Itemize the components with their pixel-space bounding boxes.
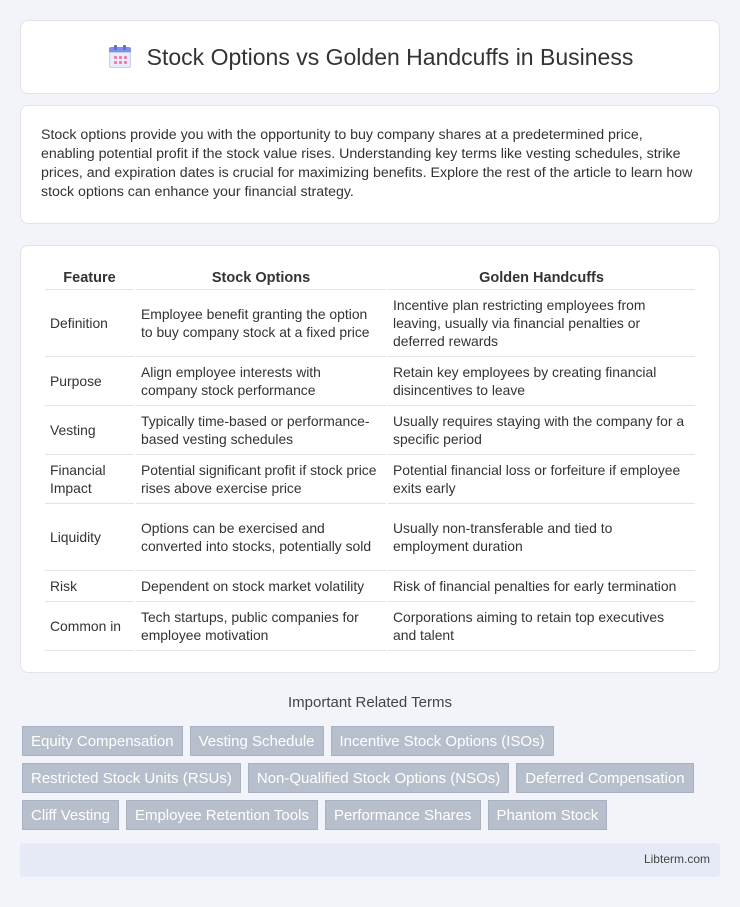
table-row (45, 571, 695, 602)
feature-cell: Liquidity (45, 504, 134, 571)
intro-card (20, 105, 720, 224)
stock-options-cell: Align employee interests with company stock performance (136, 357, 386, 406)
stock-options-cell: Dependent on stock market volatility (136, 571, 386, 602)
tag-phantom-stock[interactable]: Phantom Stock (488, 800, 608, 830)
feature-cell: Financial Impact (45, 455, 134, 504)
golden-handcuffs-cell: Retain key employees by creating financial disincentives to leave (388, 357, 695, 406)
header-stock-options: Stock Options (136, 266, 386, 290)
table-row (45, 290, 695, 357)
golden-handcuffs-cell: Usually requires staying with the company for a specific period (388, 406, 695, 455)
tag-incentive-stock-options[interactable]: Incentive Stock Options (ISOs) (331, 726, 554, 756)
table-row (45, 504, 695, 571)
golden-handcuffs-cell: Usually non-transferable and tied to employment duration (388, 504, 695, 571)
table-header-row (45, 266, 695, 290)
stock-options-cell: Tech startups, public companies for employee motivation (136, 602, 386, 651)
stock-options-cell: Typically time-based or performance-based vesting schedules (136, 406, 386, 455)
tag-performance-shares[interactable]: Performance Shares (325, 800, 481, 830)
tag-cliff-vesting[interactable]: Cliff Vesting (22, 800, 119, 830)
table-row (45, 406, 695, 455)
footer-brand-link[interactable]: Libterm.com (643, 852, 710, 866)
header-golden-handcuffs: Golden Handcuffs (388, 266, 695, 290)
golden-handcuffs-cell: Corporations aiming to retain top executives and talent (388, 602, 695, 651)
tag-restricted-stock-units[interactable]: Restricted Stock Units (RSUs) (22, 763, 241, 793)
table-row (45, 455, 695, 504)
golden-handcuffs-cell: Incentive plan restricting employees from leaving, usually via financial penalties or deferred rewards (388, 290, 695, 357)
feature-cell: Purpose (45, 357, 134, 406)
table-row (45, 357, 695, 406)
title-card (20, 20, 720, 94)
tag-employee-retention-tools[interactable]: Employee Retention Tools (126, 800, 318, 830)
stock-options-cell: Employee benefit granting the option to buy company stock at a fixed price (136, 290, 386, 357)
intro-text: Stock options provide you with the opportunity to buy company shares at a predetermined price, enabling potential profit if the stock value rises. Understanding key terms like vesting schedules, strike prices, and expiration dates is crucial for maximizing benefits. Explore the rest of the article to learn how stock options can enhance your financial strategy. (41, 127, 693, 200)
golden-handcuffs-cell: Potential financial loss or forfeiture if employee exits early (388, 455, 695, 504)
header-feature: Feature (45, 266, 134, 290)
calendar-icon (107, 44, 133, 70)
golden-handcuffs-cell: Risk of financial penalties for early termination (388, 571, 695, 602)
table-row (45, 602, 695, 651)
related-terms-title: Important Related Terms (288, 694, 452, 711)
comparison-table-card (20, 245, 720, 673)
feature-cell: Definition (45, 290, 134, 357)
footer (20, 843, 720, 877)
stock-options-cell: Potential significant profit if stock price rises above exercise price (136, 455, 386, 504)
related-terms-list (22, 726, 722, 830)
stock-options-cell: Options can be exercised and converted into stocks, potentially sold (136, 504, 386, 571)
page-title: Stock Options vs Golden Handcuffs in Business (146, 43, 634, 70)
tag-non-qualified-stock-options[interactable]: Non-Qualified Stock Options (NSOs) (248, 763, 509, 793)
tag-vesting-schedule[interactable]: Vesting Schedule (190, 726, 324, 756)
feature-cell: Risk (45, 571, 134, 602)
feature-cell: Common in (45, 602, 134, 651)
feature-cell: Vesting (45, 406, 134, 455)
tag-equity-compensation[interactable]: Equity Compensation (22, 726, 183, 756)
tag-deferred-compensation[interactable]: Deferred Compensation (516, 763, 693, 793)
comparison-table (43, 266, 697, 651)
